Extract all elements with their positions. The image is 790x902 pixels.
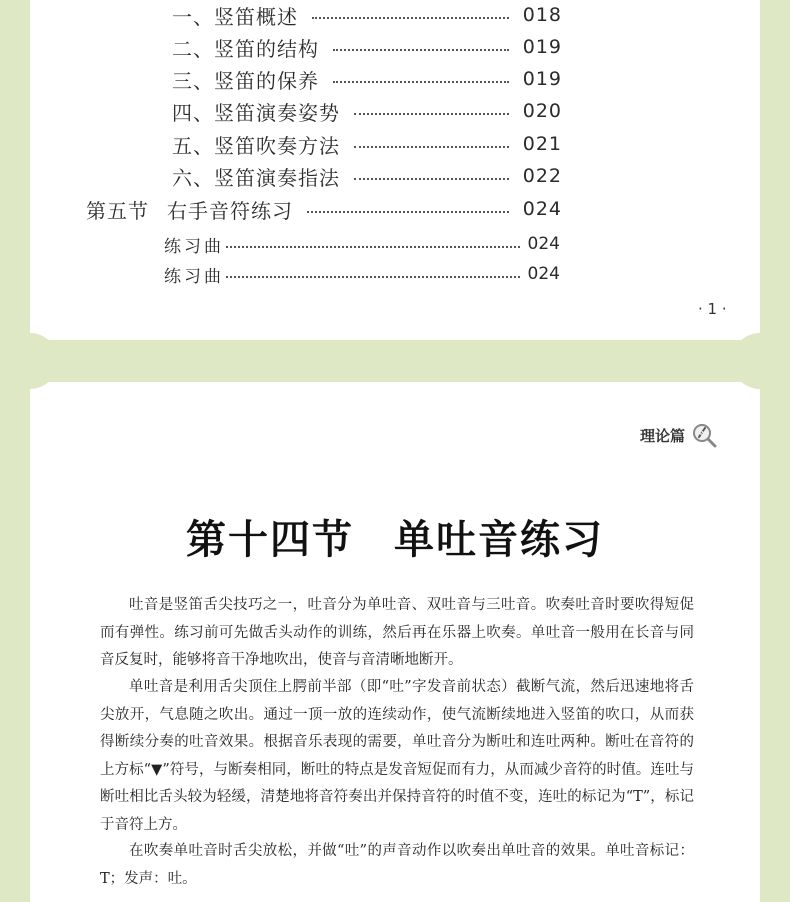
paragraph: 单吐音是利用舌尖顶住上腭前半部（即“吐”字发音前状态）截断气流，然后迅速地将舌尖放开，气息随之吹出。通过一顶一放的连续动作，使气流断续地进入竖笛的吹口，从而获得断续分奏的吐音效果。根据音乐表现的需要，单吐音分为断吐和连吐两种。断吐在音符的上方标“▼”符号，与断奏相同，断吐的特点是发音短促而有力，从而减少音符的时值。连吐与断吐相比舌头较为轻缓，清楚地将音符奏出并保持音符的时值不变，连吐的标记为“T”，标记于音符上方。 xyxy=(100,679,694,833)
toc-section-number: 第五节 xyxy=(86,198,149,223)
toc-sub-item-page: 024 xyxy=(527,234,560,254)
toc-item[interactable] xyxy=(172,129,562,159)
leader-dots xyxy=(333,81,509,83)
paragraph: 吐音是竖笛舌尖技巧之一，吐音分为单吐音、双吐音与三吐音。吹奏吐音时要吹得短促而有弹性。练习前可先做舌头动作的训练，然后再在乐器上吹奏。单吐音一般用在长音与同音反复时，能够将音干净地吹出，使音与音清晰地断开。 xyxy=(100,597,694,668)
toc-item-label: 三、竖笛的保养 xyxy=(172,68,319,93)
toc-item-page: 020 xyxy=(522,100,562,122)
leader-dots xyxy=(307,211,509,213)
toc-item[interactable] xyxy=(172,32,562,62)
toc-item[interactable] xyxy=(172,0,562,30)
toc-item-label: 五、竖笛吹奏方法 xyxy=(172,133,340,158)
toc-section[interactable] xyxy=(86,194,562,224)
magnifier-flute-icon xyxy=(691,422,717,448)
leader-dots xyxy=(354,113,509,115)
content-page xyxy=(30,382,760,902)
toc-page xyxy=(30,0,760,340)
toc-item-label: 六、竖笛演奏指法 xyxy=(172,165,340,190)
toc-item[interactable] xyxy=(172,64,562,94)
toc-item[interactable] xyxy=(172,161,562,191)
toc-item-page: 019 xyxy=(522,68,562,90)
paragraph: 在吹奏单吐音时舌尖放松，并做“吐”的声音动作以吹奏出单吐音的效果。单吐音标记：T；发声：吐。 xyxy=(100,843,694,887)
section-tag-label: 理论篇 xyxy=(640,426,686,445)
page-notch-right xyxy=(732,333,788,389)
toc-item-label: 二、竖笛的结构 xyxy=(172,36,319,61)
leader-dots xyxy=(312,17,509,19)
page-notch-left xyxy=(2,333,58,389)
leader-dots xyxy=(354,146,509,148)
leader-dots xyxy=(354,178,509,180)
leader-dots xyxy=(333,49,509,51)
leader-dots xyxy=(226,246,520,248)
toc-item-page: 022 xyxy=(522,165,562,187)
chapter-title-number: 第十四节 xyxy=(186,516,354,563)
section-tag xyxy=(640,420,717,450)
toc-item-page: 018 xyxy=(522,4,562,26)
toc-sub-item-label: 练习曲 xyxy=(164,236,224,257)
toc-sub-item-label: 练习曲 xyxy=(164,266,224,287)
toc-section-label: 右手音符练习 xyxy=(167,198,293,223)
toc-section-page: 024 xyxy=(522,198,562,220)
toc-sub-item-page: 024 xyxy=(527,264,560,284)
toc-item-label: 四、竖笛演奏姿势 xyxy=(172,100,340,125)
toc-sub-item[interactable] xyxy=(164,259,560,289)
toc-item-label: 一、竖笛概述 xyxy=(172,4,298,29)
page-number: · 1 · xyxy=(698,300,727,318)
toc-sub-item[interactable] xyxy=(164,229,560,259)
toc-item-page: 021 xyxy=(522,133,562,155)
toc-item[interactable] xyxy=(172,96,562,126)
leader-dots xyxy=(226,276,520,278)
toc-item-page: 019 xyxy=(522,36,562,58)
chapter-title xyxy=(30,508,760,565)
chapter-title-text: 单吐音练习 xyxy=(394,516,604,563)
